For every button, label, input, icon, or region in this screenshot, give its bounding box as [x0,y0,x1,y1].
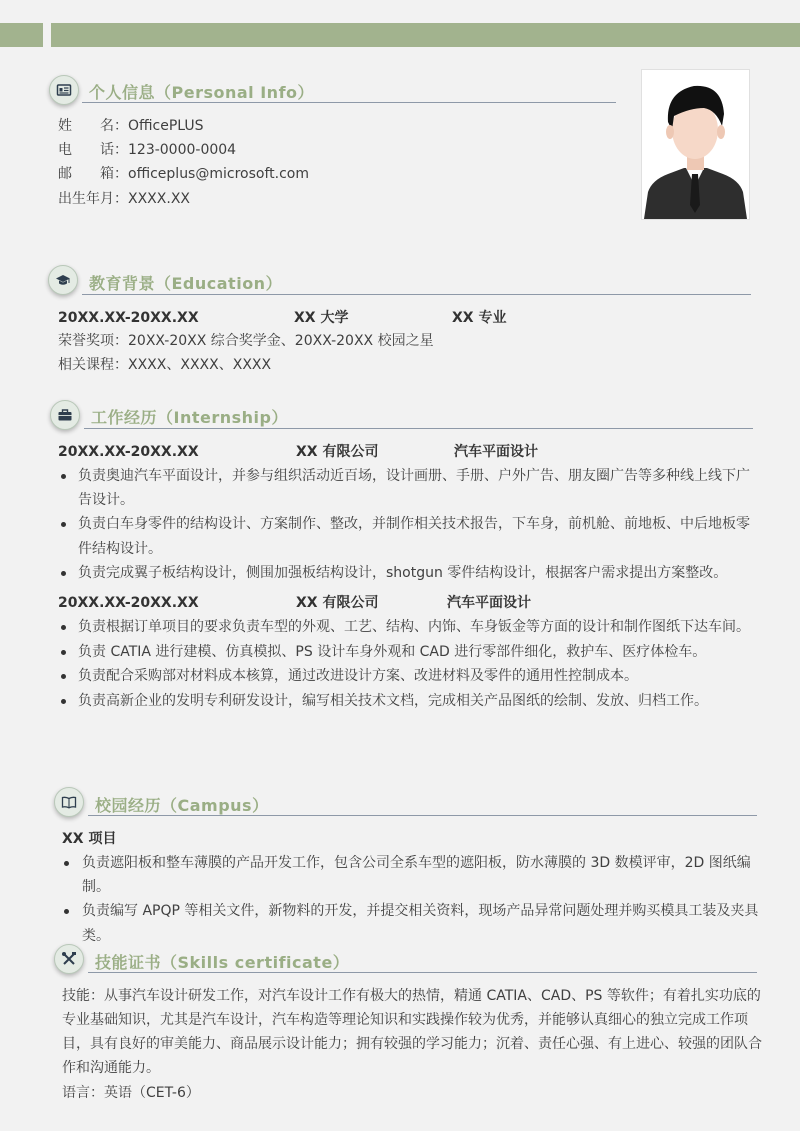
bullet-dot [61,650,66,655]
skills-line: 作和沟通能力。 [62,1060,160,1076]
skills-line: 技能：从事汽车设计研发工作，对汽车设计工作有极大的热情，精通 CATIA、CAD、PS 等软件；有着扎实功底的 [62,988,761,1004]
education-school: XX 大学 [294,310,349,326]
open-book-icon [54,787,84,817]
education-honors: 荣誉奖项：20XX-20XX 综合奖学金、20XX-20XX 校园之星 [58,333,434,349]
bullet-dot [61,699,66,704]
id-card-icon [49,75,79,105]
job-bullet-line: 负责奥迪汽车平面设计，并参与组织活动近百场，设计画册、手册、户外广告、朋友圈广告等多种线上线下广 [78,468,750,484]
bullet-dot [61,571,66,576]
education-courses: 相关课程：XXXX、XXXX、XXXX [58,357,272,373]
section-title-internship: 工作经历（Internship） [91,408,288,427]
job-date: 20XX.XX-20XX.XX [58,444,199,460]
section-title-education: 教育背景（Education） [89,274,283,293]
campus-project: XX 项目 [62,831,117,847]
header-bar-left [0,23,43,47]
skills-line: 目，具有良好的审美能力、商品展示设计能力；拥有较强的学习能力；沉着、责任心强、有上进心、较强的团队合 [62,1036,762,1052]
section-divider [84,428,753,429]
person-silhouette-icon [642,70,749,219]
job-bullet-line: 负责 CATIA 进行建模、仿真模拟、PS 设计车身外观和 CAD 进行零部件细化，救护车、医疗体检车。 [78,644,707,660]
info-row-email: 邮 箱：officeplus@microsoft.com [58,166,309,182]
bullet-dot [61,474,66,479]
section-title-personal: 个人信息（Personal Info） [89,83,315,102]
avatar-photo [641,69,750,220]
skills-line: 专业基础知识，尤其是汽车设计，汽车构造等理论知识和实践操作较为优秀，并能够认真细心的独立完成工作项 [62,1012,748,1028]
job-date: 20XX.XX-20XX.XX [58,595,199,611]
skills-language: 语言：英语（CET-6） [62,1085,200,1101]
job-role: 汽车平面设计 [454,444,538,460]
bullet-dot [64,861,69,866]
job-company: XX 有限公司 [296,595,379,611]
section-title-campus: 校园经历（Campus） [95,796,269,815]
info-row-name: 姓 名：OfficePLUS [58,118,204,134]
job-role: 汽车平面设计 [447,595,531,611]
info-row-birth: 出生年月：XXXX.XX [58,191,190,207]
section-divider [88,815,757,816]
campus-bullet-line: 制。 [82,879,110,895]
tools-icon [54,944,84,974]
section-divider [82,102,616,103]
header-bar-right [51,23,800,47]
graduation-cap-icon [48,265,78,295]
info-row-phone: 电 话：123-0000-0004 [58,142,237,158]
section-title-skills: 技能证书（Skills certificate） [95,953,350,972]
briefcase-icon [50,400,80,430]
education-date: 20XX.XX-20XX.XX [58,310,199,326]
job-bullet-line: 负责白车身零件的结构设计、方案制作、整改，并制作相关技术报告，下车身，前机舱、前地板、中后地板零 [78,516,750,532]
bullet-dot [64,909,69,914]
job-bullet-line: 负责配合采购部对材料成本核算，通过改进设计方案、改进材料及零件的通用性控制成本。 [78,668,638,684]
section-divider [82,294,751,295]
section-divider [88,972,757,973]
bullet-dot [61,674,66,679]
campus-bullet-line: 负责遮阳板和整车薄膜的产品开发工作，包含公司全系车型的遮阳板，防水薄膜的 3D 数模评审，2D 图纸编 [82,855,751,871]
job-bullet-line: 告设计。 [78,492,134,508]
job-bullet-line: 件结构设计。 [78,541,162,557]
bullet-dot [61,522,66,527]
campus-bullet-line: 类。 [82,928,110,944]
campus-bullet-line: 负责编写 APQP 等相关文件，新物料的开发，并提交相关资料，现场产品异常问题处理并购买模具工装及夹具 [82,903,759,919]
job-bullet-line: 负责高新企业的发明专利研发设计，编写相关技术文档，完成相关产品图纸的绘制、发放、归档工作。 [78,693,708,709]
job-bullet-line: 负责根据订单项目的要求负责车型的外观、工艺、结构、内饰、车身钣金等方面的设计和制作图纸下达车间。 [78,619,750,635]
job-bullet-line: 负责完成翼子板结构设计，侧围加强板结构设计，shotgun 零件结构设计，根据客户需求提出方案整改。 [78,565,728,581]
bullet-dot [61,625,66,630]
job-company: XX 有限公司 [296,444,379,460]
education-major: XX 专业 [452,310,507,326]
